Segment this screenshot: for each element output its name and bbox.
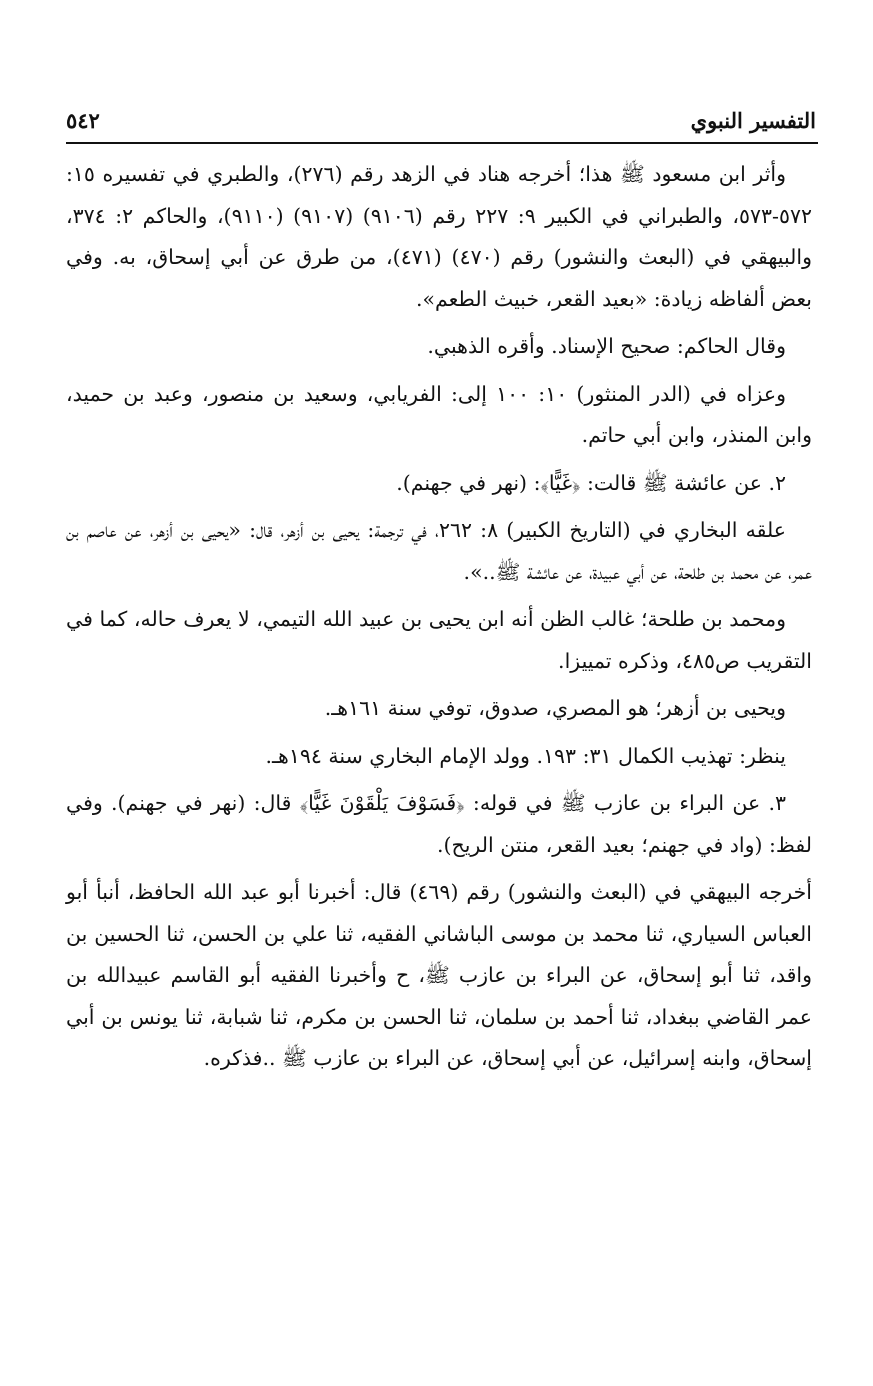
running-header [66,108,816,140]
header-rule [66,142,818,144]
page-number: ٥٤٢ [66,108,100,133]
paragraph-10: أخرجه البيهقي في (البعث والنشور) رقم (٤٦٩) قال: أخبرنا أبو عبد الله الحافظ، أنبأ أبو العباس السياري، ثنا محمد بن موسى الباشاني الفقيه، ثنا علي بن الحسن، ثنا الحسين بن واقد، ثنا أبو إسحاق، عن البراء بن عازب ﷺ، ح وأخبرنا الفقيه أبو القاسم عبيدالله بن عمر القاضي ببغداد، ثنا أحمد بن سلمان، ثنا الحسن بن مكرم، ثنا شبابة، ثنا يونس بن أبي إسحاق، وابنه إسرائيل، عن أبي إسحاق، عن البراء بن عازب ﷺ ..فذكره. [66,880,812,1070]
paragraph-3: وعزاه في (الدر المنثور) ١٠: ١٠٠ إلى: الفريابي، وسعيد بن منصور، وعبد بن حميد، وابن المنذر، وابن أبي حاتم. [66,381,812,447]
running-title: التفسير النبوي [690,108,816,133]
paragraph-7: ويحيى بن أزهر؛ هو المصري، صدوق، توفي سنة ١٦١هـ. [324,696,786,720]
paragraph-4: ٢. عن عائشة ﷺ قالت: ﴿غَيًّا﴾: (نهر في جهنم). [396,470,786,495]
paragraph-1: وأثر ابن مسعود ﷺ هذا؛ أخرجه هناد في الزهد رقم (٢٧٦)، والطبري في تفسيره ١٥: ٥٧٢-٥٧٣، والطبراني في الكبير ٩: ٢٢٧ رقم (٩١٠٦) (٩١٠٧) (٩١١٠)، والحاكم ٢: ٣٧٤، والبيهقي في (البعث والنشور) رقم (٤٧٠) (٤٧١)، من طرق عن أبي إسحاق، به. وفي بعض ألفاظه زيادة: «بعيد القعر، خبيث الطعم». [66,162,813,311]
document-body [66,154,812,1086]
paragraph-9: ٣. عن البراء بن عازب ﷺ في قوله: ﴿فَسَوْفَ يَلْقَوْنَ غَيًّا﴾ قال: (نهر في جهنم). وفي لفظ: (واد في جهنم؛ بعيد القعر، منتن الريح). [66,791,812,857]
paragraph-6: ومحمد بن طلحة؛ غالب الظن أنه ابن يحيى بن عبيد الله التيمي، لا يعرف حاله، كما في التقريب ص٤٨٥، وذكره تمييزا. [66,607,812,673]
paragraph-5: علقه البخاري في (التاريخ الكبير) ٨: ٢٦٢، في ترجمة: يحيى بن أزهر، قال: «يحيى بن أزهر، عن عاصم بن عمر، عن محمد بن طلحة، عن أبي عبيدة، عن عائشة ﷺ..». [66,518,812,584]
paragraph-2: وقال الحاكم: صحيح الإسناد. وأقره الذهبي. [427,334,786,358]
paragraph-8: ينظر: تهذيب الكمال ٣١: ١٩٣. وولد الإمام البخاري سنة ١٩٤هـ. [265,743,786,768]
